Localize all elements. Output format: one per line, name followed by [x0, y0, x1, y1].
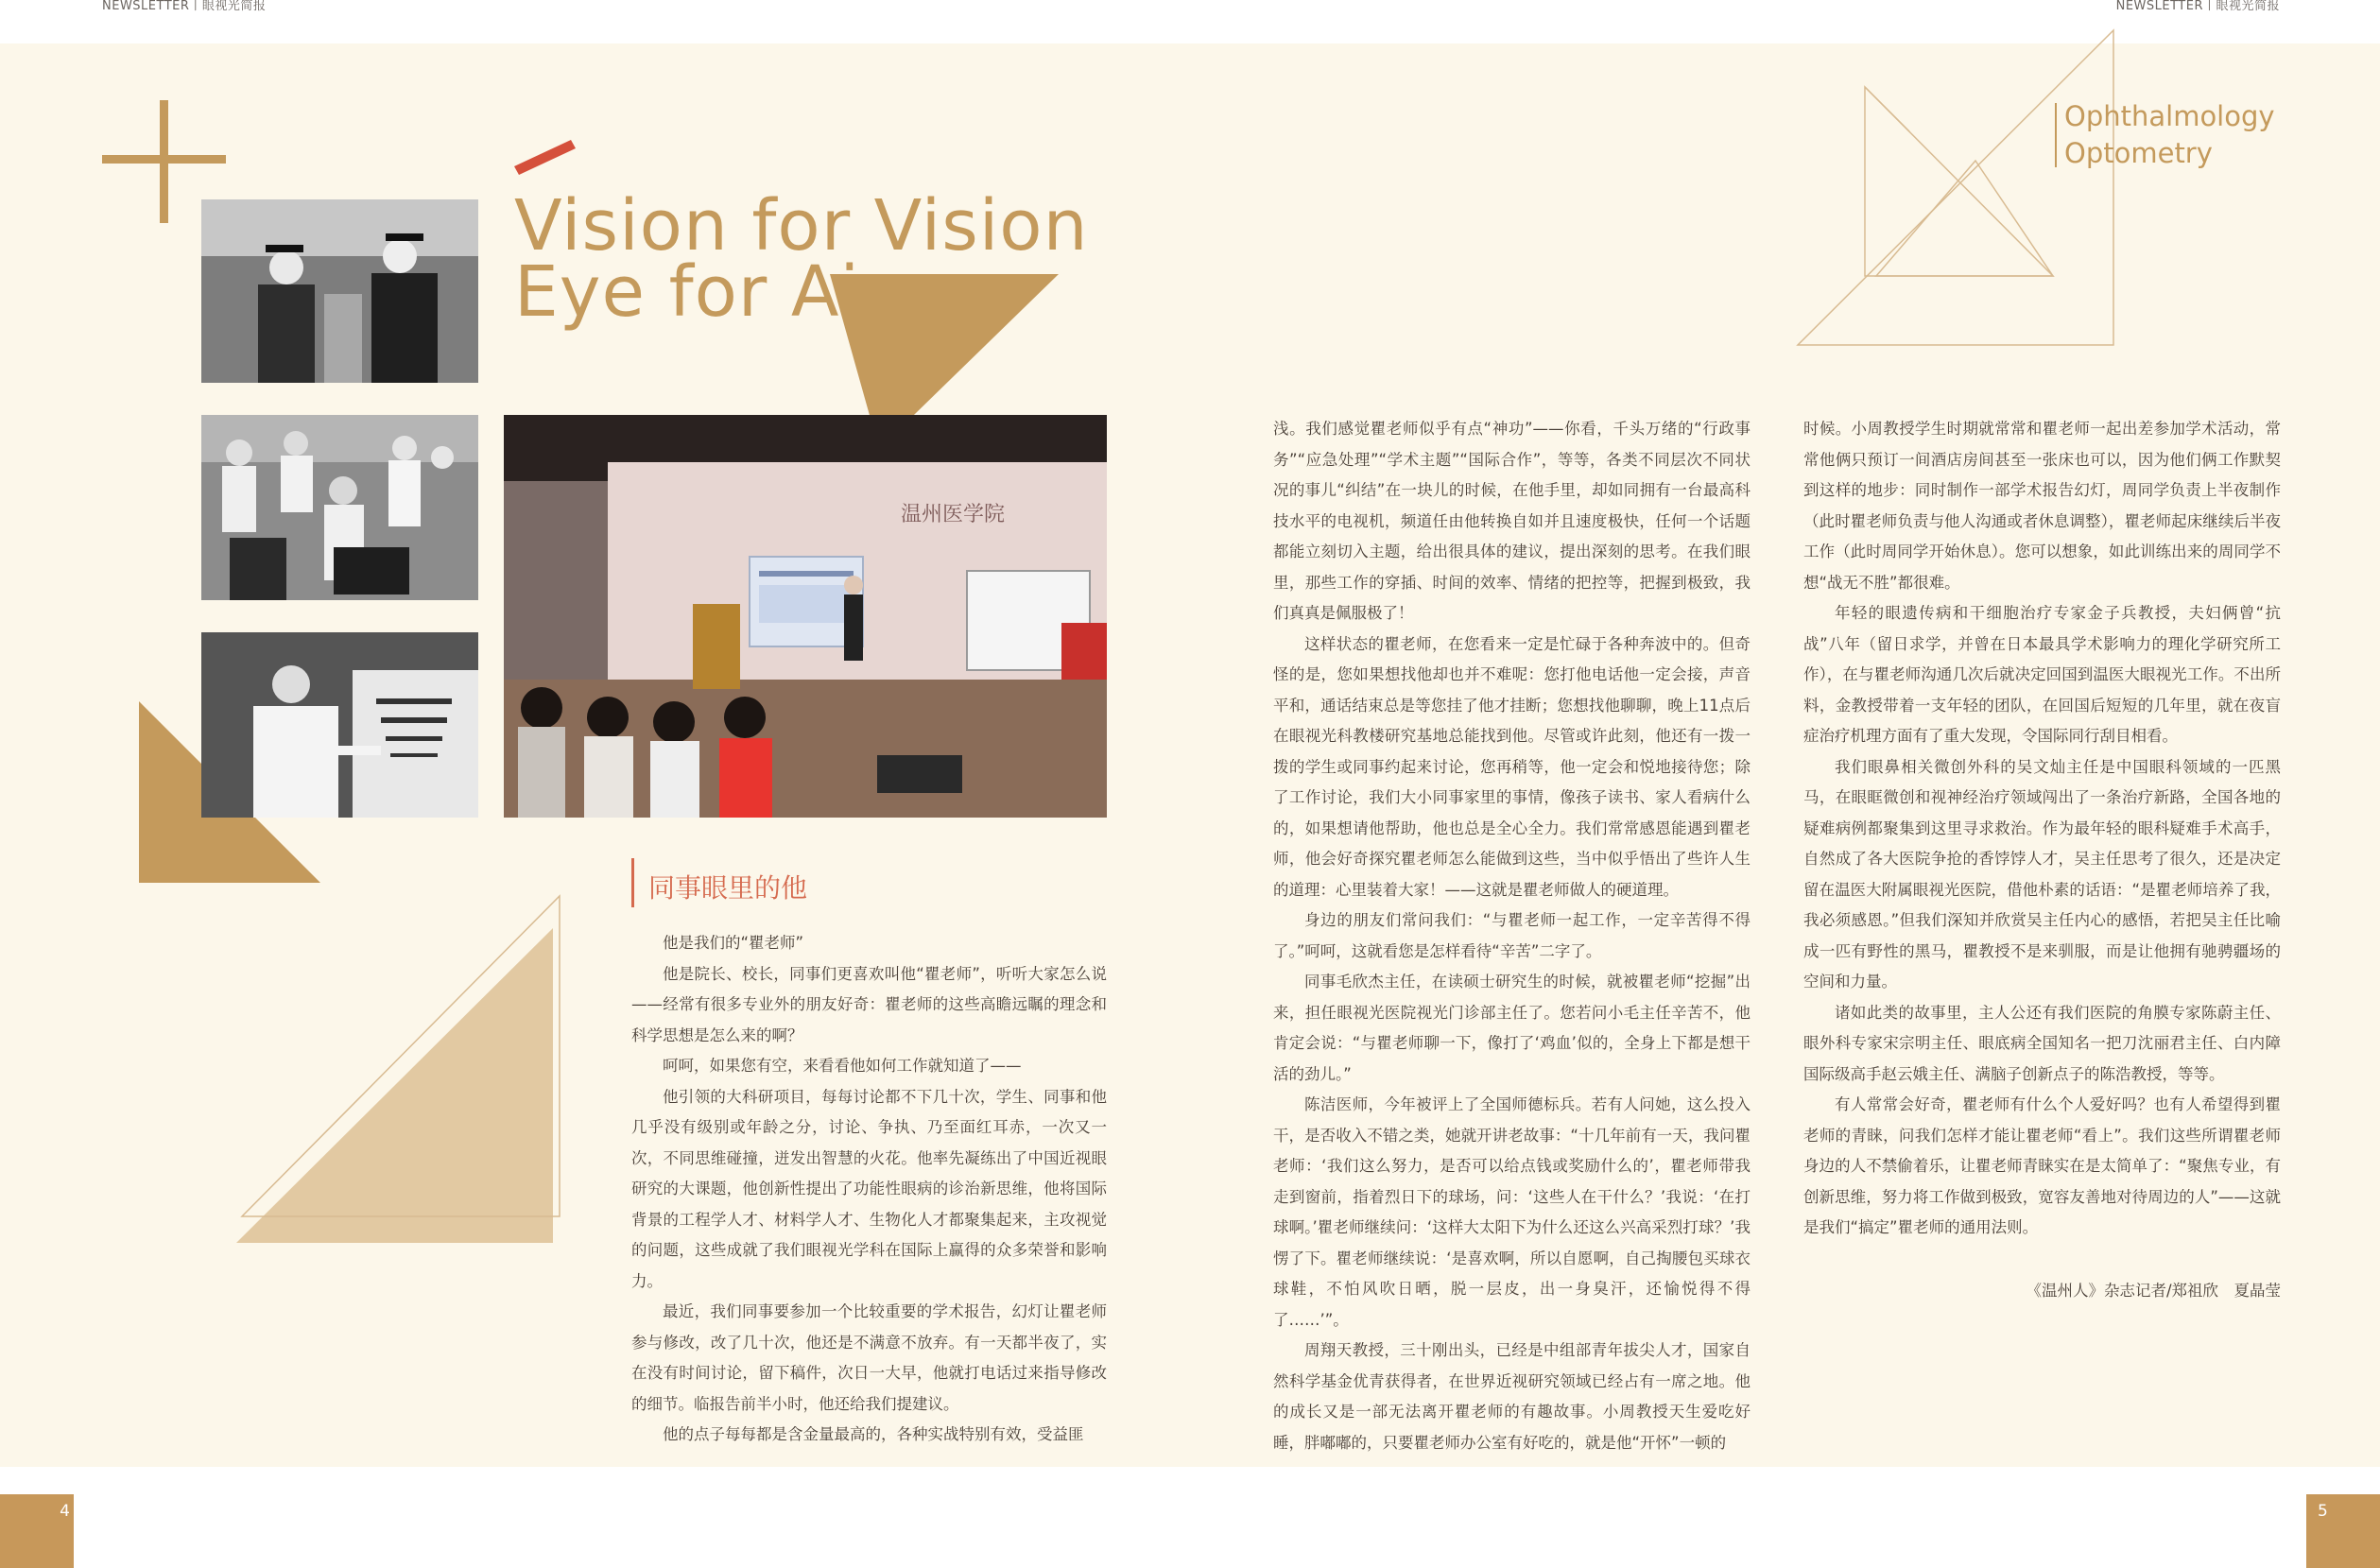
author-byline: 《温州人》杂志记者/郑祖欣 夏晶莹: [2026, 1281, 2281, 1300]
article-column-3: [1803, 414, 2281, 1306]
side-title-line-2: Optometry: [2064, 137, 2213, 169]
side-title-bar: [2055, 103, 2057, 167]
lecture-hall-photo: [504, 415, 1107, 818]
paragraph: 他是我们的“瞿老师”: [663, 934, 804, 952]
paragraph: 浅。我们感觉瞿老师似乎有点“神功”——你看，千头万绪的“行政事务”“应急处理”“学术主题”“国际合作”，等等，各类不同层次不同状况的事儿“纠结”在一块儿的时候，在他手里，却如同拥有一台最高科技水平的电视机，频道任由他转换自如并且速度极快，任何一个话题都能立刻切入主题，给出很具体的建议，提出深刻的思考。在我们眼里，那些工作的穿插、时间的效率、情绪的把控等，把握到极致，我们真真是佩服极了！: [1273, 420, 1751, 622]
doctor-eye-chart-photo: [201, 632, 478, 818]
paragraph: 时候。小周教授学生时期就常常和瞿老师一起出差参加学术活动，常常他俩只预订一间酒店房间甚至一张床也可以，因为他们俩工作默契到这样的地步：同时制作一部学术报告幻灯，周同学负责上半夜制作（此时瞿老师负责与他人沟通或者休息调整），瞿老师起床继续后半夜工作（此时周同学开始休息）。您可以想象，如此训练出来的周同学不想“战无不胜”都很难。: [1803, 420, 2281, 592]
line-art-triangles: [1798, 30, 2113, 345]
paragraph: 身边的朋友们常问我们：“与瞿老师一起工作，一定辛苦得不得了。”呵呵，这就看您是怎样看待“辛苦”二字了。: [1273, 911, 1751, 960]
section-heading: 同事眼里的他: [648, 872, 808, 904]
newsletter-header-left: NEWSLETTER丨眼视光简报: [102, 0, 267, 13]
red-accent-slash: [514, 140, 576, 175]
section-heading-bar: [631, 858, 634, 907]
paragraph: 我们眼鼻相关微创外科的吴文灿主任是中国眼科领域的一匹黑马，在眼眶微创和视神经治疗领域闯出了一条治疗新路，全国各地的疑难病例都聚集到这里寻求救治。作为最年轻的眼科疑难手术高手，自然成了各大医院争抢的香饽饽人才，吴主任思考了很久，还是决定留在温医大附属眼视光医院，借他朴素的话语：“是瞿老师培养了我，我必须感恩。”但我们深知并欣赏吴主任内心的感悟，若把吴主任比喻成一匹有野性的黑马，瞿教授不是来驯服，而是让他拥有驰骋疆场的空间和力量。: [1803, 757, 2281, 991]
side-title-line-1: Ophthalmology: [2064, 100, 2275, 132]
paragraph: 年轻的眼遗传病和干细胞治疗专家金子兵教授，夫妇俩曾“抗战”八年（留日求学，并曾在日本最具学术影响力的理化学研究所工作），在与瞿老师沟通几次后就决定回国到温医大眼视光工作。不出所料，金教授带着一支年轻的团队，在回国后短短的几年里，就在夜盲症治疗机理方面有了重大发现，令国际同行刮目相看。: [1803, 604, 2281, 745]
page-number-left: [0, 1494, 74, 1568]
paragraph: 最近，我们同事要参加一个比较重要的学术报告，幻灯让瞿老师参与修改，改了几十次，他还是不满意不放弃。有一天都半夜了，实在没有时间讨论，留下稿件，次日一大早，他就打电话过来指导修改的细节。临报告前半小时，他还给我们提建议。: [631, 1302, 1107, 1413]
clinic-photo: [201, 415, 478, 600]
paragraph: 他是院长、校长，同事们更喜欢叫他“瞿老师”，听听大家怎么说——经常有很多专业外的朋友好奇：瞿老师的这些高瞻远瞩的理念和科学思想是怎么来的啊？: [631, 964, 1107, 1044]
graduation-photo: [201, 199, 478, 383]
article-column-2: [1273, 414, 1751, 1458]
page-number-right: [2306, 1494, 2380, 1568]
paragraph: 他的点子每每都是含金量最高的，各种实战特别有效，受益匪: [663, 1425, 1084, 1443]
page-number-left-text: 4: [60, 1502, 70, 1521]
newsletter-header-right: NEWSLETTER丨眼视光简报: [2115, 0, 2280, 13]
tan-triangle-filled: [236, 928, 553, 1243]
headline-line-2: Eye for Ai: [514, 251, 861, 333]
paragraph: 同事毛欣杰主任，在读硕士研究生的时候，就被瞿老师“挖掘”出来，担任眼视光医院视光门诊部主任了。您若问小毛主任辛苦不，他肯定会说：“与瞿老师聊一下，像打了‘鸡血’似的，全身上下都是想干活的劲儿。”: [1273, 973, 1751, 1083]
paragraph: 诸如此类的故事里，主人公还有我们医院的角膜专家陈蔚主任、眼外科专家宋宗明主任、眼底病全国知名一把刀沈丽君主任、白内障国际级高手赵云娥主任、满脑子创新点子的陈浩教授，等等。: [1803, 1003, 2281, 1083]
paragraph: 有人常常会好奇，瞿老师有什么个人爱好吗？也有人希望得到瞿老师的青睐，问我们怎样才能让瞿老师“看上”。我们这些所谓瞿老师身边的人不禁偷着乐，让瞿老师青睐实在是太简单了：“聚焦专业，有创新思维，努力将工作做到极致，宽容友善地对待周边的人”——这就是我们“搞定”瞿老师的通用法则。: [1803, 1095, 2281, 1236]
paragraph: 这样状态的瞿老师，在您看来一定是忙碌于各种奔波中的。但奇怪的是，您如果想找他却也并不难呢：您打他电话他一定会接，声音平和，通话结束总是等您挂了他才挂断；您想找他聊聊，晚上11点后在眼视光科教楼研究基地总能找到他。尽管或许此刻，他还有一拨一拨的学生或同事约起来讨论，您再稍等，他一定会和悦地接待您；除了工作讨论，我们大小同事家里的事情，像孩子读书、家人看病什么的，如果想请他帮助，他也总是全心全力。我们常常感恩能遇到瞿老师，他会好奇探究瞿老师怎么能做到这些，当中似乎悟出了些许人生的道理：心里装着大家！——这就是瞿老师做人的硬道理。: [1273, 634, 1751, 899]
plus-icon-horizontal: [102, 155, 226, 164]
page-number-right-text: 5: [2318, 1502, 2328, 1521]
paragraph: 周翔天教授，三十刚出头，已经是中组部青年拔尖人才，国家自然科学基金优青获得者，在世界近视研究领域已经占有一席之地。他的成长又是一部无法离开瞿老师的有趣故事。小周教授天生爱吃好睡，胖嘟嘟的，只要瞿老师办公室有好吃的，就是他“开怀”一顿的: [1273, 1341, 1751, 1452]
paragraph: 呵呵，如果您有空，来看看他如何工作就知道了——: [663, 1057, 1022, 1075]
lecture-banner-text: 温州医学院: [901, 503, 1006, 526]
headline-line-1: Vision for Vision: [514, 185, 1089, 267]
article-column-1: [631, 928, 1107, 1451]
paragraph: 他引领的大科研项目，每每讨论都不下几十次，学生、同事和他几乎没有级别或年龄之分，讨论、争执、乃至面红耳赤，一次又一次，不同思维碰撞，迸发出智慧的火花。他率先凝练出了中国近视眼研究的大课题，他创新性提出了功能性眼病的诊治新思维，他将国际背景的工程学人才、材料学人才、生物化人才都聚集起来，主攻视觉的问题，这些成就了我们眼视光学科在国际上赢得的众多荣誉和影响力。: [631, 1087, 1107, 1290]
paragraph: 陈洁医师，今年被评上了全国师德标兵。若有人问她，这么投入干，是否收入不错之类，她就开讲老故事：“十几年前有一天，我问瞿老师：‘我们这么努力，是否可以给点钱或奖励什么的’，瞿老师带我走到窗前，指着烈日下的球场，问：‘这些人在干什么？’我说：‘在打球啊。’瞿老师继续问：‘这样大太阳下为什么还这么兴高采烈打球？’我愣了下。瞿老师继续说：‘是喜欢啊，所以自愿啊，自己掏腰包买球衣球鞋，不怕风吹日晒，脱一层皮，出一身臭汗，还愉悦得不得了……’”。: [1273, 1095, 1751, 1329]
